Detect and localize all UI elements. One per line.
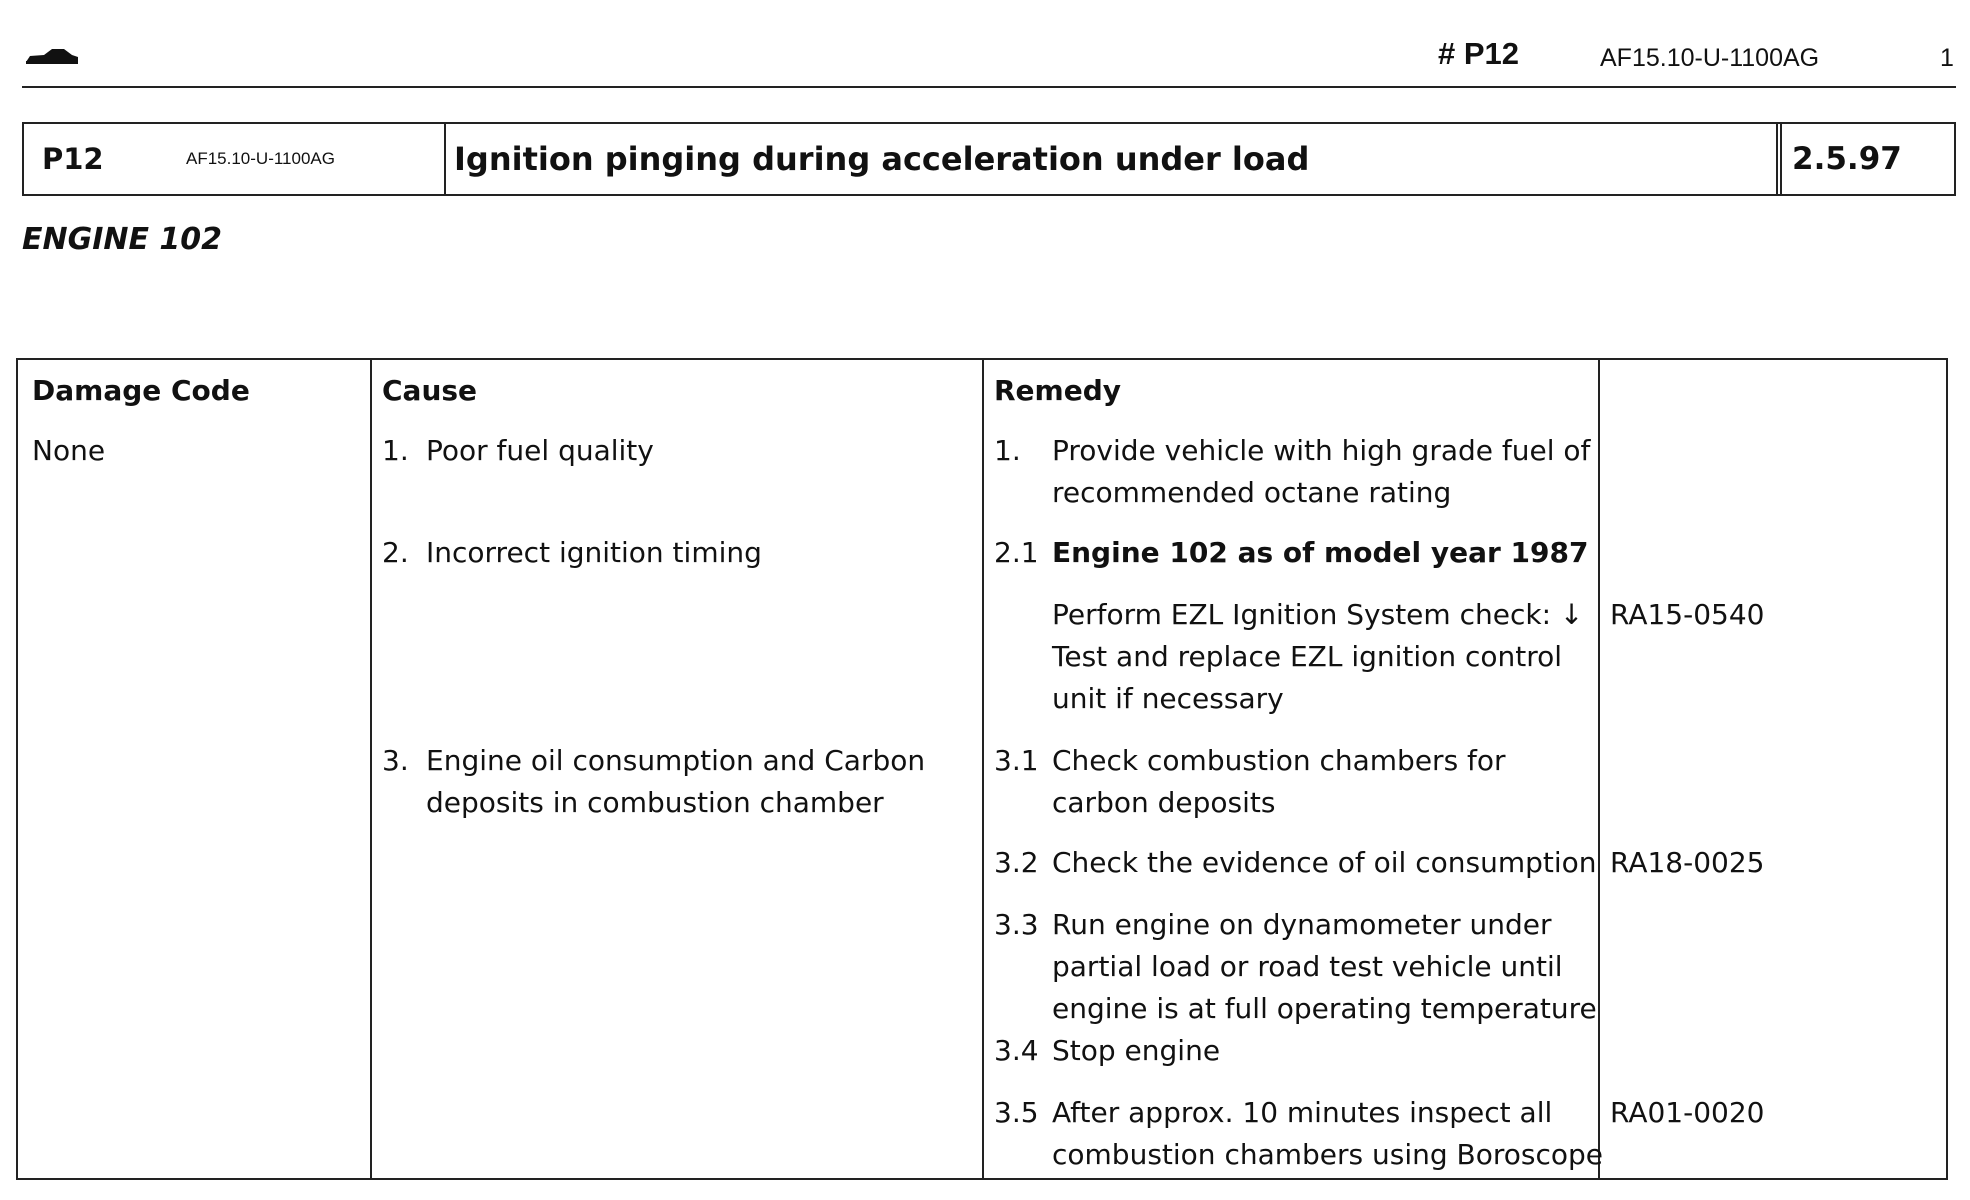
title-code: P12 bbox=[42, 142, 104, 176]
remedy-text: unit if necessary bbox=[1052, 682, 1284, 715]
repair-reference: RA15-0540 bbox=[1610, 598, 1765, 631]
cause-text: Engine oil consumption and Carbon bbox=[426, 744, 926, 777]
remedy-text: After approx. 10 minutes inspect all bbox=[1052, 1096, 1553, 1129]
header-damage-code: Damage Code bbox=[32, 374, 250, 407]
title-date: 2.5.97 bbox=[1792, 141, 1902, 177]
cause-number: 1. bbox=[382, 434, 409, 467]
cause-number: 3. bbox=[382, 744, 409, 777]
remedy-number: 2.1 bbox=[994, 536, 1039, 569]
remedy-number: 3.5 bbox=[994, 1096, 1039, 1129]
remedy-number: 3.4 bbox=[994, 1034, 1039, 1067]
title-bar bbox=[22, 122, 1956, 196]
remedy-text: Stop engine bbox=[1052, 1034, 1221, 1067]
remedy-text: Provide vehicle with high grade fuel of bbox=[1052, 434, 1591, 467]
page-number: 1 bbox=[1940, 44, 1954, 72]
remedy-text: Perform EZL Ignition System check: ↓ bbox=[1052, 598, 1584, 631]
header-rule bbox=[22, 86, 1956, 88]
column-divider bbox=[370, 360, 372, 1178]
remedy-text: Check combustion chambers for bbox=[1052, 744, 1506, 777]
column-divider bbox=[982, 360, 984, 1178]
header-cause: Cause bbox=[382, 374, 478, 407]
remedy-text: Engine 102 as of model year 1987 bbox=[1052, 536, 1589, 569]
repair-reference: RA01-0020 bbox=[1610, 1096, 1765, 1129]
title-divider bbox=[1776, 124, 1778, 194]
cause-text: Incorrect ignition timing bbox=[426, 536, 762, 569]
engine-label: ENGINE 102 bbox=[22, 222, 223, 257]
remedy-text: Run engine on dynamometer under bbox=[1052, 908, 1552, 941]
header-number: # P12 bbox=[1438, 36, 1520, 71]
remedy-text: recommended octane rating bbox=[1052, 476, 1452, 509]
remedy-text: combustion chambers using Boroscope bbox=[1052, 1138, 1604, 1171]
cause-text: deposits in combustion chamber bbox=[426, 786, 884, 819]
title-divider bbox=[1780, 124, 1782, 194]
diagnosis-table bbox=[16, 358, 1948, 1180]
cause-text: Poor fuel quality bbox=[426, 434, 654, 467]
remedy-text: partial load or road test vehicle until bbox=[1052, 950, 1563, 983]
header-remedy: Remedy bbox=[994, 374, 1122, 407]
title-doc-code: AF15.10-U-1100AG bbox=[186, 149, 335, 168]
remedy-number: 1. bbox=[994, 434, 1021, 467]
remedy-number: 3.3 bbox=[994, 908, 1039, 941]
page-title: Ignition pinging during acceleration under load bbox=[454, 140, 1310, 178]
remedy-number: 3.2 bbox=[994, 846, 1039, 879]
remedy-text: Test and replace EZL ignition control bbox=[1052, 640, 1563, 673]
remedy-text: engine is at full operating temperature bbox=[1052, 992, 1597, 1025]
remedy-number: 3.1 bbox=[994, 744, 1039, 777]
repair-reference: RA18-0025 bbox=[1610, 846, 1765, 879]
column-divider bbox=[1598, 360, 1600, 1178]
header-doc-code: AF15.10-U-1100AG bbox=[1600, 44, 1820, 72]
damage-code-value: None bbox=[32, 434, 106, 467]
car-icon bbox=[24, 46, 80, 68]
remedy-text: Check the evidence of oil consumption bbox=[1052, 846, 1597, 879]
remedy-text: carbon deposits bbox=[1052, 786, 1276, 819]
cause-number: 2. bbox=[382, 536, 409, 569]
title-divider bbox=[444, 124, 446, 194]
